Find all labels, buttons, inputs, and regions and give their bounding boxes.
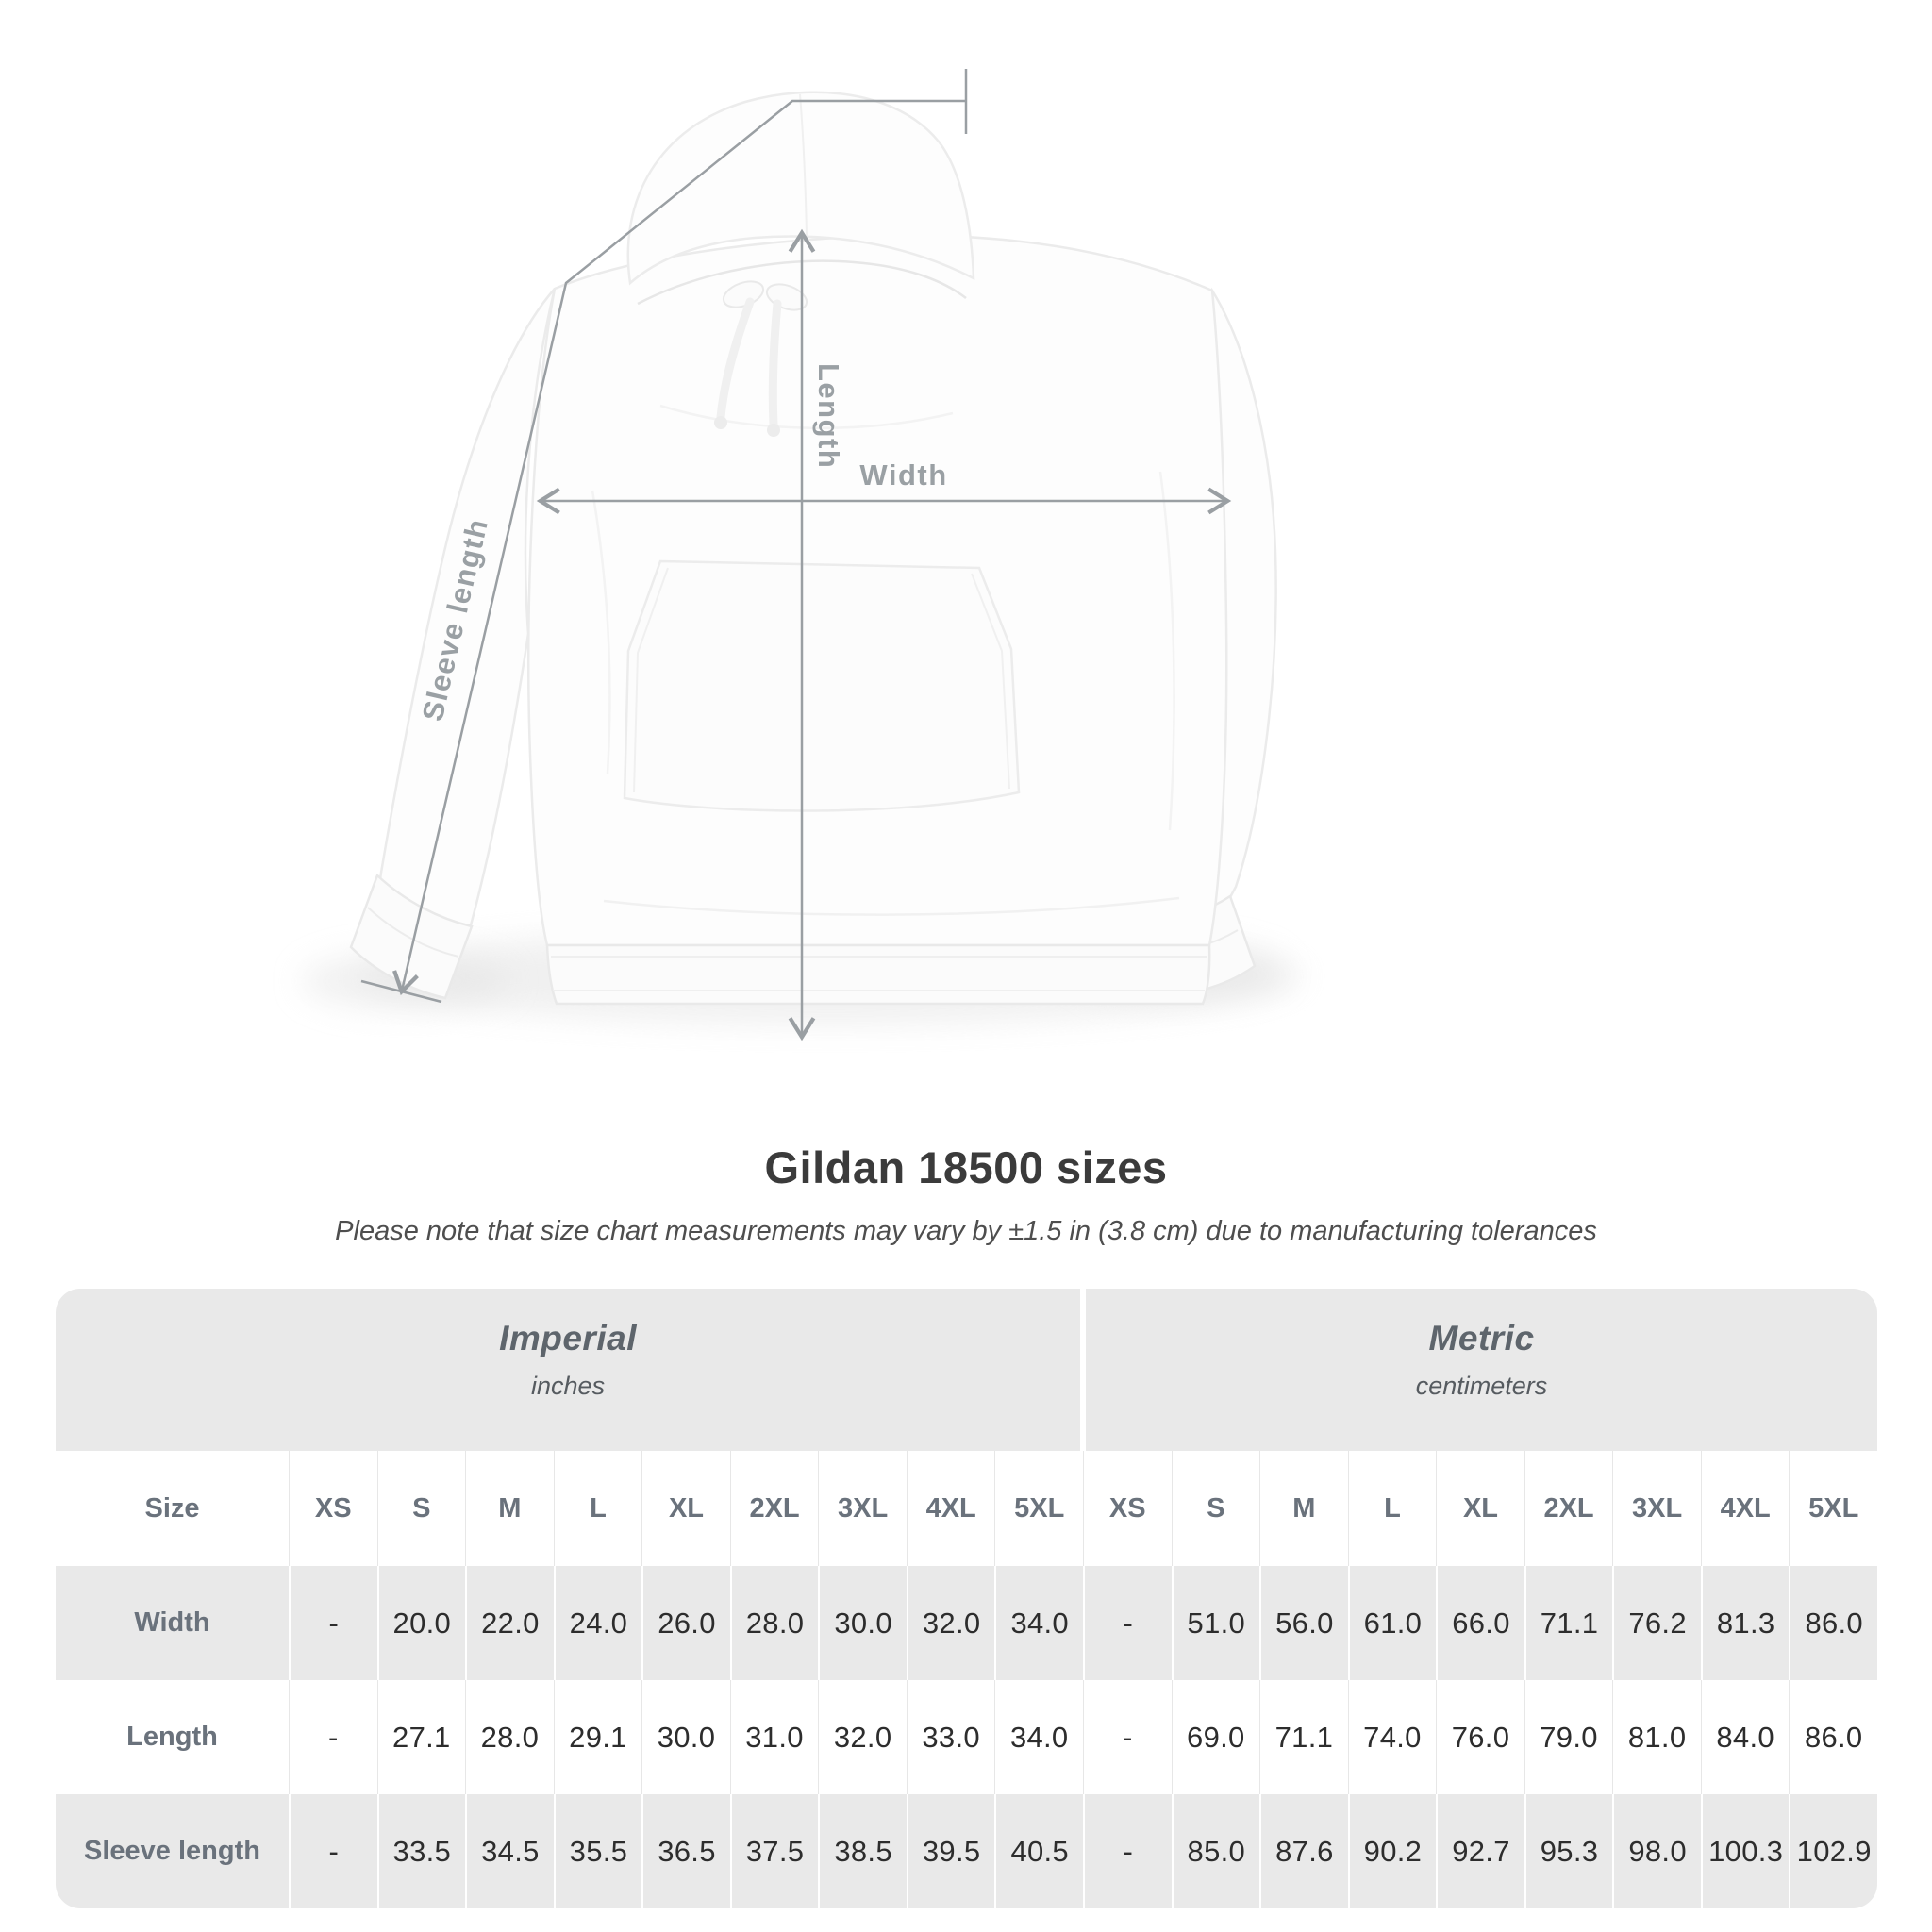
size-col-header: XL — [1436, 1451, 1524, 1566]
drawstring-tip-right — [767, 424, 780, 437]
value-cell: 37.5 — [730, 1794, 819, 1908]
table-row-sleeve-length — [56, 1794, 1877, 1908]
value-cell: 81.0 — [1612, 1680, 1701, 1794]
value-cell: 66.0 — [1436, 1566, 1524, 1680]
value-cell: 98.0 — [1612, 1794, 1701, 1908]
value-cell: 51.0 — [1172, 1566, 1260, 1680]
table-row-sizes — [56, 1451, 1877, 1566]
unit-group-imperial — [56, 1289, 1080, 1451]
value-cell: - — [1083, 1794, 1172, 1908]
value-cell: - — [289, 1794, 377, 1908]
size-col-header: 3XL — [1612, 1451, 1701, 1566]
value-cell: 34.0 — [994, 1680, 1083, 1794]
value-cell: 38.5 — [818, 1794, 907, 1908]
value-cell: 69.0 — [1172, 1680, 1260, 1794]
size-col-header: 5XL — [1789, 1451, 1877, 1566]
size-col-header: L — [1348, 1451, 1437, 1566]
row-label: Length — [126, 1722, 218, 1752]
size-col-header: 5XL — [994, 1451, 1083, 1566]
value-cell: 27.1 — [377, 1680, 466, 1794]
imperial-label: Imperial — [499, 1318, 637, 1357]
size-table — [56, 1289, 1877, 1908]
unit-group-metric — [1086, 1289, 1877, 1451]
value-cell: 95.3 — [1524, 1794, 1613, 1908]
value-cell: 31.0 — [730, 1680, 819, 1794]
value-cell: 76.2 — [1612, 1566, 1701, 1680]
page-title: Gildan 18500 sizes — [764, 1142, 1168, 1192]
value-cell: 85.0 — [1172, 1794, 1260, 1908]
metric-label: Metric — [1428, 1318, 1535, 1357]
drawstring-tip-left — [714, 416, 727, 429]
value-cell: 100.3 — [1701, 1794, 1790, 1908]
size-col-header: 4XL — [907, 1451, 995, 1566]
value-cell: - — [1083, 1566, 1172, 1680]
value-cell: 87.6 — [1259, 1794, 1348, 1908]
value-cell: 71.1 — [1524, 1566, 1613, 1680]
value-cell: 90.2 — [1348, 1794, 1437, 1908]
imperial-sublabel: inches — [531, 1371, 606, 1400]
row-label: Sleeve length — [84, 1836, 260, 1866]
size-col-header: 2XL — [730, 1451, 819, 1566]
size-col-header: M — [465, 1451, 554, 1566]
value-cell: 32.0 — [818, 1680, 907, 1794]
value-cell: 33.5 — [377, 1794, 466, 1908]
value-cell: 92.7 — [1436, 1794, 1524, 1908]
value-cell: 28.0 — [465, 1680, 554, 1794]
value-cell: 32.0 — [907, 1566, 995, 1680]
value-cell: - — [1083, 1680, 1172, 1794]
value-cell: 79.0 — [1524, 1680, 1613, 1794]
value-cell: 22.0 — [465, 1566, 554, 1680]
width-label: Width — [859, 458, 948, 491]
size-col-header: M — [1259, 1451, 1348, 1566]
value-cell: 26.0 — [641, 1566, 730, 1680]
value-cell: 20.0 — [377, 1566, 466, 1680]
value-cell: 34.5 — [465, 1794, 554, 1908]
tolerance-note: Please note that size chart measurements may vary by ±1.5 in (3.8 cm) due to manufacturing tolerances — [335, 1216, 1597, 1246]
size-col-header: S — [377, 1451, 466, 1566]
sleeve-length-label: Sleeve length — [415, 514, 495, 724]
value-cell: 28.0 — [730, 1566, 819, 1680]
size-col-header: XS — [289, 1451, 377, 1566]
value-cell: 24.0 — [554, 1566, 642, 1680]
size-col-header: 3XL — [818, 1451, 907, 1566]
value-cell: 30.0 — [641, 1680, 730, 1794]
value-cell: 29.1 — [554, 1680, 642, 1794]
value-cell: - — [289, 1680, 377, 1794]
value-cell: 39.5 — [907, 1794, 995, 1908]
kangaroo-pocket — [625, 561, 1019, 811]
hem-band — [547, 945, 1209, 1004]
value-cell: 40.5 — [994, 1794, 1083, 1908]
value-cell: 36.5 — [641, 1794, 730, 1908]
table-row-length — [56, 1680, 1877, 1794]
size-col-header: 2XL — [1524, 1451, 1613, 1566]
value-cell: 33.0 — [907, 1680, 995, 1794]
value-cell: 56.0 — [1259, 1566, 1348, 1680]
value-cell: 76.0 — [1436, 1680, 1524, 1794]
value-cell: 61.0 — [1348, 1566, 1437, 1680]
size-header: Size — [144, 1492, 200, 1524]
value-cell: 81.3 — [1701, 1566, 1790, 1680]
value-cell: 71.1 — [1259, 1680, 1348, 1794]
value-cell: 86.0 — [1789, 1566, 1877, 1680]
value-cell: 102.9 — [1789, 1794, 1877, 1908]
unit-band — [56, 1289, 1877, 1451]
title-block — [0, 1141, 1932, 1247]
size-col-header: S — [1172, 1451, 1260, 1566]
size-col-header: 4XL — [1701, 1451, 1790, 1566]
drawstring-right — [773, 304, 777, 425]
value-cell: 34.0 — [994, 1566, 1083, 1680]
value-cell: 84.0 — [1701, 1680, 1790, 1794]
metric-sublabel: centimeters — [1415, 1371, 1548, 1400]
size-col-header: L — [554, 1451, 642, 1566]
value-cell: - — [289, 1566, 377, 1680]
value-cell: 74.0 — [1348, 1680, 1437, 1794]
length-label: Length — [812, 363, 845, 470]
row-label: Width — [134, 1607, 210, 1638]
value-cell: 30.0 — [818, 1566, 907, 1680]
size-col-header: XL — [641, 1451, 730, 1566]
value-cell: 86.0 — [1789, 1680, 1877, 1794]
value-cell: 35.5 — [554, 1794, 642, 1908]
size-col-header: XS — [1083, 1451, 1172, 1566]
table-row-width — [56, 1566, 1877, 1680]
